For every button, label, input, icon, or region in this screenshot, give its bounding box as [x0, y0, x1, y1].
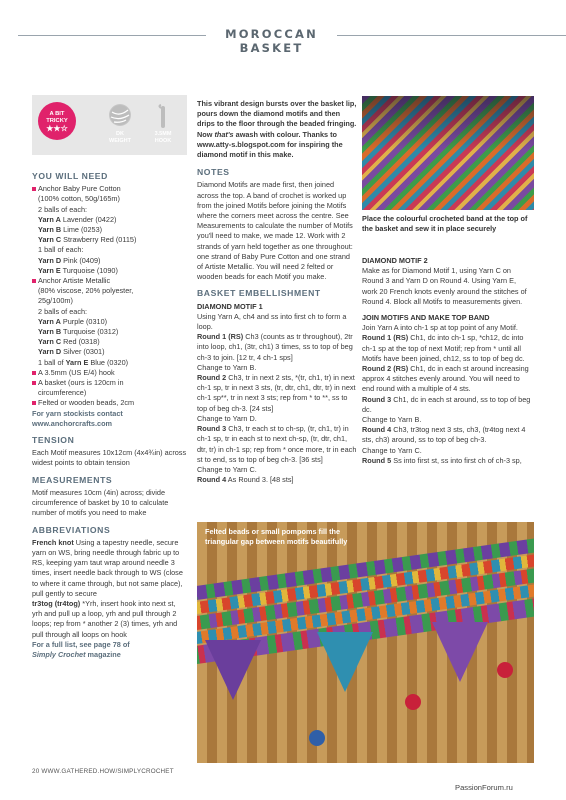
materials-text: Strawberry Red (0115) [61, 235, 137, 245]
pattern-round [362, 415, 532, 425]
motif1-rounds [197, 332, 357, 485]
materials-text: circumference) [38, 388, 87, 398]
round-text: Change to Yarn B. [197, 362, 257, 372]
stockists-line-1: For yarn stockists contact [32, 408, 123, 418]
beaded-fringe-photo [197, 522, 534, 763]
you-will-need-heading: YOU WILL NEED [32, 171, 108, 181]
basket-band-photo [362, 96, 534, 210]
materials-text: Anchor Artiste Metallic [38, 276, 111, 286]
skill-level-line2: TRICKY [46, 117, 68, 124]
materials-text: Pink (0409) [61, 255, 101, 265]
pattern-round [362, 364, 532, 395]
materials-text: 25g/100m) [38, 296, 73, 306]
materials-text: (80% viscose, 20% polyester, [38, 286, 134, 296]
materials-text: 2 balls of each: [38, 204, 88, 214]
measurements-heading: MEASUREMENTS [32, 474, 113, 485]
materials-text: Turquoise (0312) [61, 327, 119, 337]
materials-text: Felted or wooden beads, 2cm [38, 398, 135, 408]
yarn-code: Yarn D [38, 255, 62, 265]
yarn-code: Yarn A [38, 214, 61, 224]
yarn-code: Yarn C [38, 337, 62, 347]
pattern-round [362, 425, 532, 445]
materials-item [32, 215, 187, 225]
motif1-heading: DIAMOND MOTIF 1 [197, 301, 263, 311]
round-label: Round 3 [362, 394, 392, 404]
materials-item [32, 358, 187, 368]
pattern-round [362, 395, 532, 415]
pattern-round [197, 373, 357, 414]
motif2-section [362, 256, 532, 307]
round-text: Ch1, dc in each st around, ss to top of beg dc. [362, 394, 531, 414]
yarn-ball-icon [109, 104, 131, 126]
felted-bead [309, 730, 325, 746]
materials-item [32, 307, 187, 317]
skill-stars: ★★☆ [46, 124, 68, 133]
materials-text: Turquoise (1090) [60, 265, 118, 275]
left-column [32, 95, 187, 666]
motif2-text: Make as for Diamond Motif 1, using Yarn C on Round 3 and Yarn D on Round 4. Using Yarn E, work 20 French knots evenly around the stitches of Round 4. Block all Motifs to measurements given. [362, 266, 527, 306]
materials-text: A basket (ours is 120cm in [38, 378, 124, 388]
materials-item [32, 286, 187, 296]
abbr-definition: *Yrh, insert hook into next st, yrh and pull up a loop, yrh and pull through 2 loops; rep from * another 2 (3) times, yrh and pull through all loops on hook [32, 598, 178, 639]
skill-level-badge [38, 102, 76, 140]
basket-band-caption: Place the colourful crocheted band at the top of the basket and sew it in place securely [362, 214, 528, 234]
round-text: Ch3, tr3tog next 3 sts, ch3, (tr4tog next 4 sts, ch3) around, ss to top of beg ch-3. [362, 425, 526, 445]
materials-item [32, 327, 187, 337]
tension-section [32, 435, 187, 469]
materials-item [32, 347, 187, 357]
round-label: Round 2 [197, 373, 227, 383]
yarn-code: Yarn D [38, 347, 62, 357]
round-text: Ch3, tr each st to ch-sp, (tr, ch1, tr) in ch-1 sp, tr in each st to next ch-sp, (tr, dtr, ch1, dtr, tr) in ch-1 sp; rep from * once more, tr in each st to end, ss to top of beg ch-3. [36 sts] [197, 424, 357, 464]
notes-section [197, 167, 357, 282]
page-footer: 20 WWW.GATHERED.HOW/SIMPLYCROCHET [32, 768, 174, 775]
abbreviations-section [32, 525, 187, 661]
materials-item [32, 276, 187, 286]
motif2-heading: DIAMOND MOTIF 2 [362, 256, 428, 265]
pattern-round [197, 363, 357, 373]
yarn-code: Yarn A [38, 316, 61, 326]
tension-text: Each Motif measures 10x12cm (4x4¾in) across widest points to obtain tension [32, 448, 187, 468]
abbr-term: French knot [32, 537, 74, 547]
round-label: Round 5 [362, 455, 392, 465]
round-label: Round 1 (RS) [197, 332, 244, 342]
notes-heading: NOTES [197, 167, 230, 178]
round-label: Round 2 (RS) [362, 364, 409, 374]
intro-paragraph: This vibrant design bursts over the basket lip, pours down the diamond motifs and then drips to the floor through the beaded fringing. Now that's awash with colour. Thanks to www.atty-s.blogspot.com for inspiring the diamond motif in this make. [197, 99, 357, 160]
header-rule-left [18, 35, 206, 36]
pattern-round [362, 333, 532, 364]
pattern-round [362, 446, 532, 456]
round-label: Round 4 [362, 425, 392, 435]
materials-item [32, 296, 187, 306]
yarn-weight-label: DK WEIGHT [109, 131, 131, 144]
round-text: Change to Yarn B. [362, 415, 422, 425]
materials-item [32, 266, 187, 276]
you-will-need-section [32, 171, 187, 429]
materials-item [32, 184, 187, 194]
pattern-round [197, 465, 357, 475]
round-label: Round 3 [197, 424, 227, 434]
beaded-fringe-caption: Felted beads or small pompoms fill the triangular gap between motifs beautifully [205, 527, 348, 546]
embellishment-heading: BASKET EMBELLISHMENT [197, 288, 321, 299]
yarn-code: Yarn C [38, 235, 62, 245]
yarn-code: Yarn B [38, 225, 62, 235]
materials-item [32, 235, 187, 245]
materials-item [32, 205, 187, 215]
right-column [362, 256, 532, 472]
join-intro: Join Yarn A into ch-1 sp at top point of any Motif. [362, 323, 518, 333]
materials-item [32, 194, 187, 204]
materials-text: Blue (0320) [88, 357, 129, 367]
join-heading: JOIN MOTIFS AND MAKE TOP BAND [362, 313, 490, 323]
materials-item [32, 317, 187, 327]
materials-text: Anchor Baby Pure Cotton [38, 184, 121, 194]
abbreviations-heading: ABBREVIATIONS [32, 524, 111, 535]
yarn-code: Yarn E [65, 357, 89, 367]
materials-text: 1 ball of [38, 357, 66, 367]
pattern-round [197, 424, 357, 465]
skill-panel [32, 95, 187, 155]
round-text: Change to Yarn C. [362, 445, 422, 455]
round-text: As Round 3. [48 sts] [226, 475, 294, 485]
materials-item [32, 256, 187, 266]
full-list-note: For a full list, see page 78 of Simply Crochet magazine [32, 639, 130, 659]
felted-bead [497, 662, 513, 678]
materials-item [32, 398, 187, 408]
materials-text: Purple (0310) [60, 316, 108, 326]
measurements-section [32, 475, 187, 519]
round-text: Ch1, dc into ch-1 sp, *ch12, dc into ch-1 sp at the top of next Motif; rep from * until all Motifs have been joined, ch12, ss to top of beg dc. [362, 333, 525, 363]
abbr-definition: Using a tapestry needle, secure yarn on WS, bring needle through fabric up to RS, keeping yarn taut wrap around needle 3 times, insert needle back through to WS (close to where it came through, but not same place), pull gently to secure [32, 537, 183, 598]
motif1-intro: Using Yarn A, ch4 and ss into first ch to form a loop. [197, 311, 347, 332]
abbr-tr3tog [32, 599, 187, 640]
materials-text: Silver (0301) [61, 347, 105, 357]
materials-text: 2 balls of each: [38, 306, 88, 316]
notes-text: Diamond Motifs are made first, then joined across the top. A band of crochet is worked up from the joined Motifs before joining the Motifs where the corners meet across the centre. See Measurements to calculate the number of Motifs you'll need to make, we made 12. Work with 2 strands of yarn held together as one throughout: one strand of Baby Pure Cotton and one strand of Artiste Metallic. You will need 2 felted or wooden beads for each Motif you make. [197, 180, 353, 282]
round-text: Ch3, tr in next 2 sts, *(tr, ch1, tr) in next ch-1 sp, tr in next 3 sts, (tr, dtr, ch1, dtr, tr) in next ch-1 sp**, tr in next 3 sts; rep from * to **, ss to top of beg ch-3. [24 sts] [197, 373, 356, 413]
round-text: Change to Yarn D. [197, 413, 257, 423]
measurements-text: Motif measures 10cm (4in) across; divide circumference of basket by 10 to calculate number of motifs you need to make [32, 487, 169, 518]
felted-bead [405, 694, 421, 710]
materials-item [32, 225, 187, 235]
embellishment-section [197, 288, 357, 485]
materials-item [32, 245, 187, 255]
materials-text: (100% cotton, 50g/165m) [38, 194, 120, 204]
yarn-code: Yarn B [38, 327, 62, 337]
join-section [362, 313, 532, 466]
materials-text: 1 ball of each: [38, 245, 84, 255]
round-text: Change to Yarn C. [197, 464, 257, 474]
watermark: PassionForum.ru [455, 783, 513, 792]
round-label: Round 4 [197, 475, 227, 485]
skill-level-line1: A BIT [49, 111, 65, 117]
stockists-link[interactable]: www.anchorcrafts.com [32, 418, 113, 428]
round-text: Ch3 (counts as tr throughout), 2tr into loop, ch1, (3tr, ch1) 3 times, ss to top of beg ch-3 to join. [12 tr, 4 ch-1 sps] [197, 332, 353, 362]
tension-heading: TENSION [32, 435, 75, 446]
materials-text: Lavender (0422) [60, 214, 117, 224]
join-rounds [362, 333, 532, 466]
pattern-round [362, 456, 532, 466]
materials-text: Lime (0253) [61, 225, 103, 235]
materials-item [32, 378, 187, 388]
hook-size-label: 3.5MM HOOK [154, 131, 172, 144]
page-header-title: MOROCCAN BASKET [225, 27, 318, 55]
header-rule-right [337, 35, 566, 36]
materials-text: Red (0318) [61, 337, 100, 347]
yarn-code: Yarn E [38, 265, 61, 275]
abbr-term: tr3tog (tr4tog) [32, 598, 81, 608]
materials-item [32, 388, 187, 398]
materials-text: A 3.5mm (US E/4) hook [38, 367, 115, 377]
middle-column [197, 99, 357, 491]
round-text: Ch1, dc in each st around increasing approx 4 stitches evenly around. You will need to end round with a multiple of 4 sts. [362, 364, 529, 394]
round-label: Round 1 (RS) [362, 333, 409, 343]
materials-list [32, 184, 187, 408]
crochet-hook-icon [152, 104, 174, 126]
pattern-round [197, 475, 357, 485]
materials-item [32, 337, 187, 347]
abbr-french-knot [32, 538, 187, 599]
round-text: Ss into first st, ss into first ch of ch-3 sp, [391, 455, 522, 465]
materials-item [32, 368, 187, 378]
pattern-round [197, 332, 357, 363]
pattern-round [197, 414, 357, 424]
